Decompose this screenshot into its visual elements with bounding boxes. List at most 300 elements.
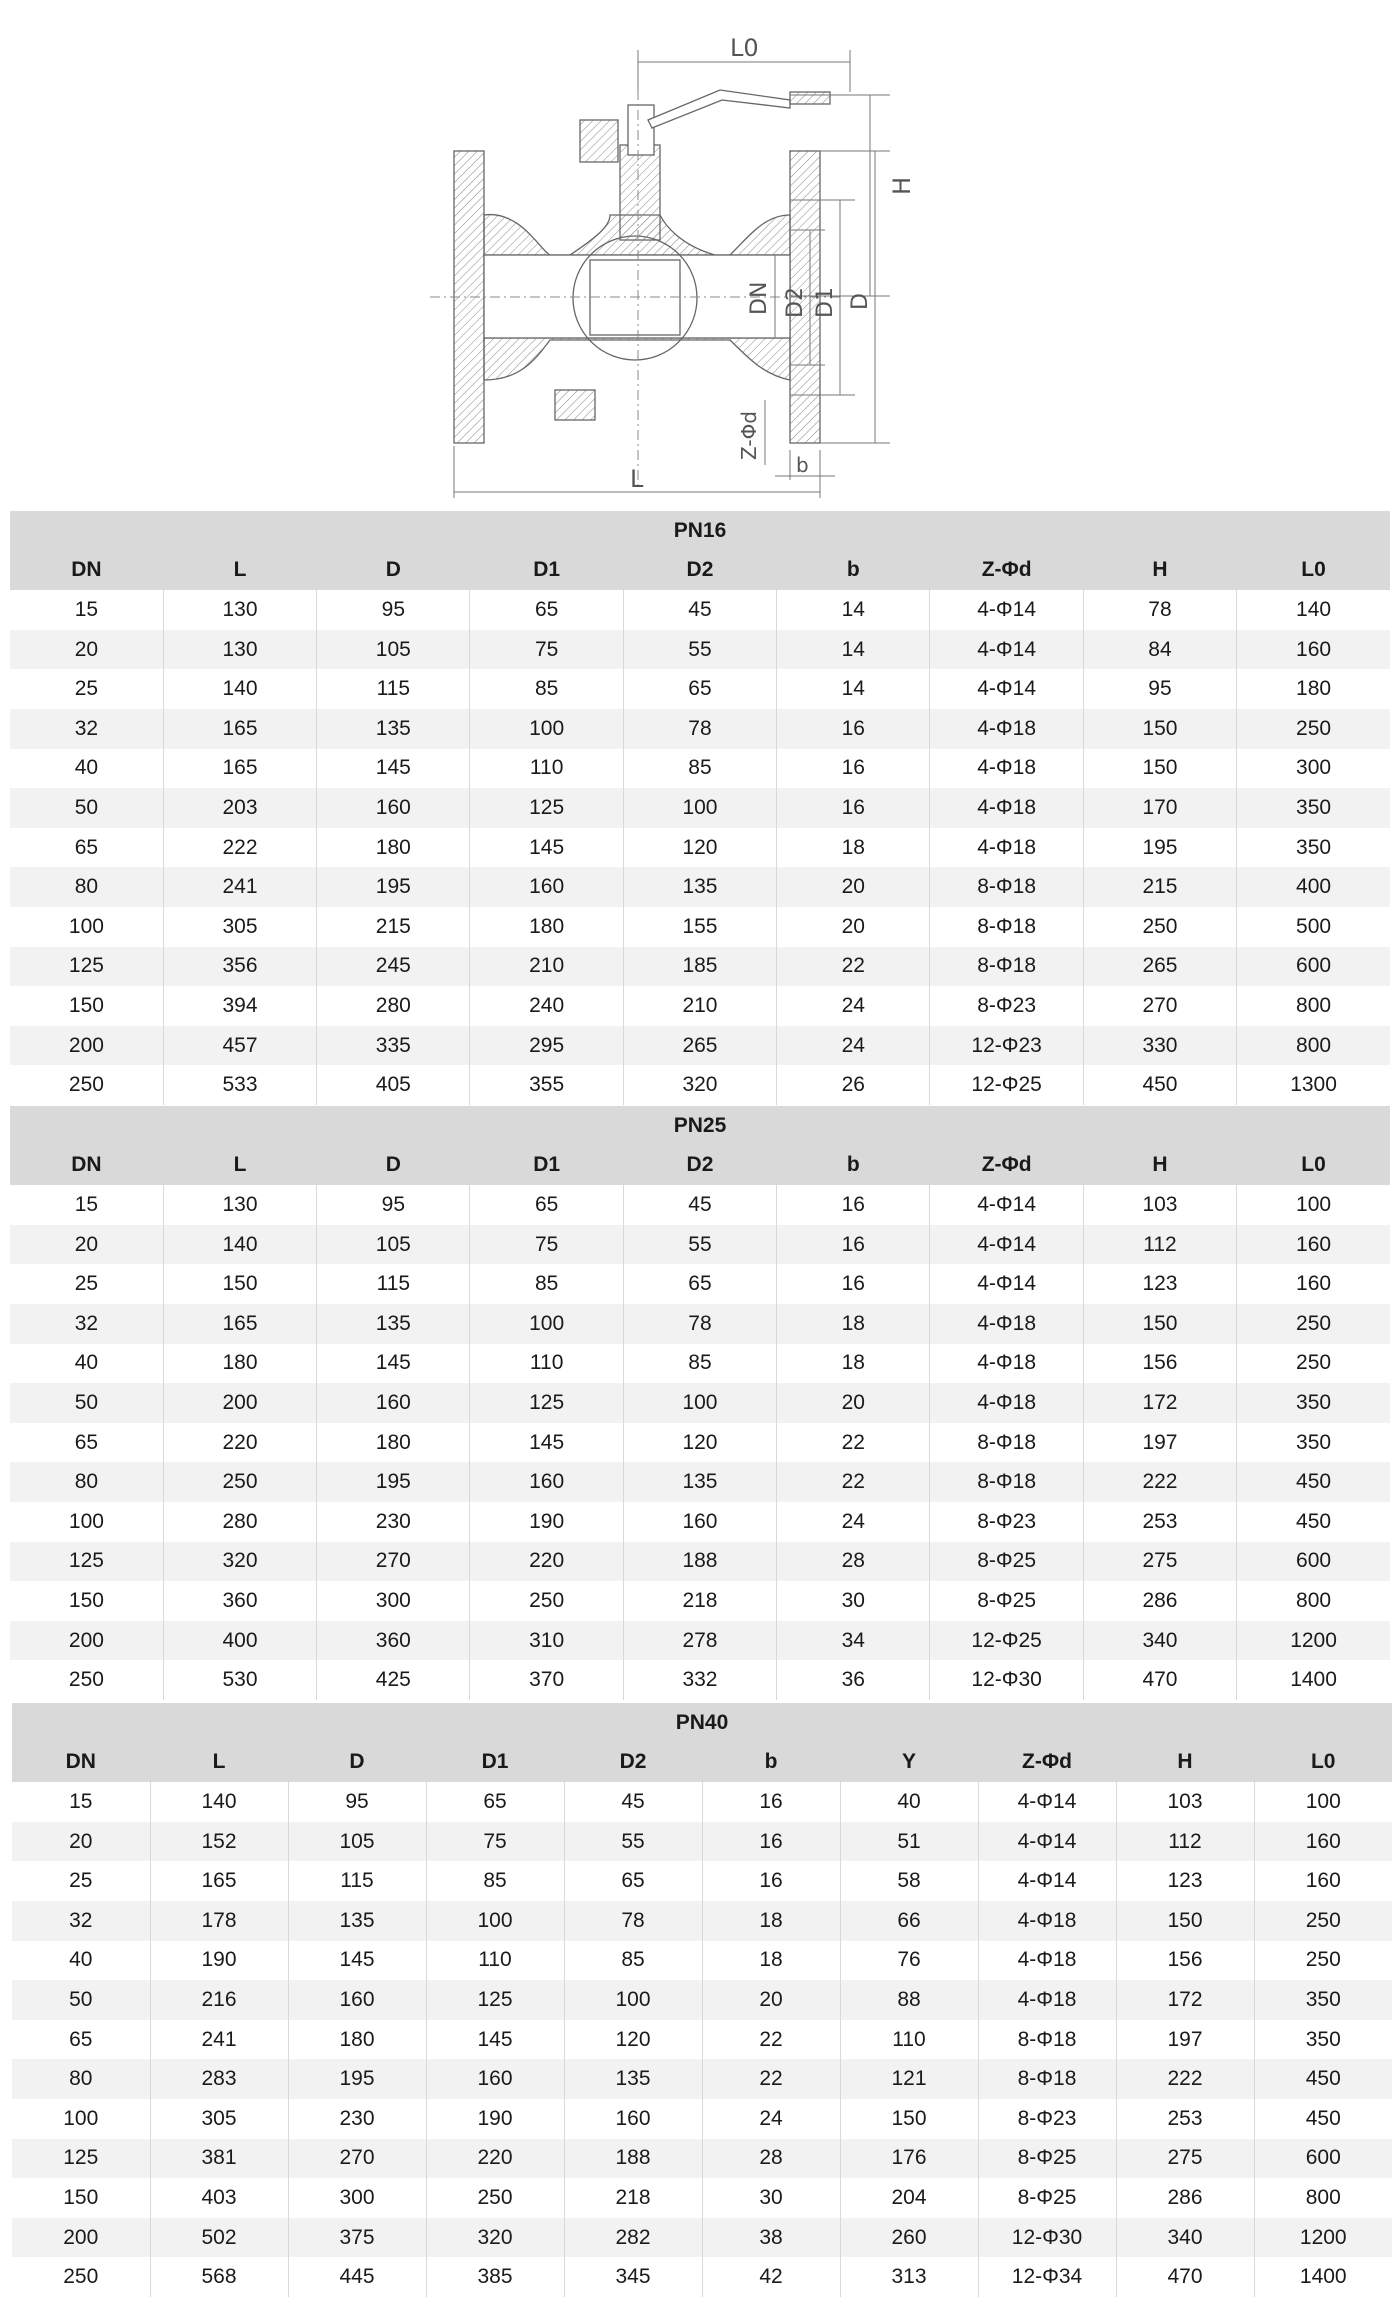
table-cell: 50: [10, 1383, 163, 1423]
table-cell: 280: [163, 1502, 316, 1542]
table-cell: 58: [840, 1861, 978, 1901]
table-row: [10, 1344, 1390, 1384]
table-cell: 250: [10, 1065, 163, 1105]
table-cell: 150: [163, 1264, 316, 1304]
table-cell: 20: [777, 1383, 930, 1423]
table-cell: 28: [777, 1542, 930, 1582]
table-cell: 50: [10, 788, 163, 828]
table-cell: 30: [777, 1581, 930, 1621]
table-cell: 16: [702, 1782, 840, 1822]
table-cell: 170: [1083, 788, 1236, 828]
table-cell: 40: [12, 1941, 150, 1981]
table-cell: 270: [1083, 986, 1236, 1026]
table-row: [10, 1264, 1390, 1304]
table-cell: 85: [623, 1344, 776, 1384]
table-row: [10, 1581, 1390, 1621]
label-Z-phi-d: Z-Φd: [737, 410, 761, 460]
table-cell: 14: [777, 590, 930, 630]
column-header: L0: [1254, 1743, 1392, 1783]
table-row: [12, 1822, 1392, 1862]
table-cell: 250: [426, 2178, 564, 2218]
column-header: DN: [12, 1743, 150, 1783]
column-header: Z-Φd: [978, 1743, 1116, 1783]
table-cell: 218: [623, 1581, 776, 1621]
table-cell: 110: [840, 2020, 978, 2060]
table-cell: 75: [426, 1822, 564, 1862]
table-cell: 112: [1116, 1822, 1254, 1862]
table-cell: 340: [1116, 2218, 1254, 2258]
table-cell: 85: [470, 1264, 623, 1304]
table-cell: 300: [288, 2178, 426, 2218]
table-row: [10, 1026, 1390, 1066]
table-cell: 245: [317, 947, 470, 987]
label-L0: L0: [730, 34, 759, 62]
table-cell: 400: [1237, 867, 1390, 907]
table-cell: 4-Φ14: [978, 1782, 1116, 1822]
table-cell: 4-Φ14: [930, 630, 1083, 670]
table-cell: 200: [163, 1383, 316, 1423]
table-cell: 4-Φ14: [930, 1225, 1083, 1265]
table-cell: 1200: [1237, 1621, 1390, 1661]
table-row: [10, 1225, 1390, 1265]
label-b: b: [796, 453, 809, 477]
table-cell: 450: [1237, 1462, 1390, 1502]
table-cell: 125: [12, 2139, 150, 2179]
label-D2: D2: [783, 287, 808, 318]
table-cell: 4-Φ18: [930, 1344, 1083, 1384]
table-cell: 178: [150, 1901, 288, 1941]
table-row: [12, 2099, 1392, 2139]
table-cell: 283: [150, 2059, 288, 2099]
table-cell: 305: [150, 2099, 288, 2139]
table-cell: 200: [12, 2218, 150, 2258]
column-header: L: [163, 1146, 316, 1186]
table-cell: 145: [317, 749, 470, 789]
table-cell: 65: [12, 2020, 150, 2060]
table-cell: 55: [623, 630, 776, 670]
column-header: D2: [564, 1743, 702, 1783]
table-cell: 375: [288, 2218, 426, 2258]
table-cell: 4-Φ18: [930, 788, 1083, 828]
table-cell: 450: [1254, 2059, 1392, 2099]
table-row: [10, 867, 1390, 907]
table-cell: 370: [470, 1660, 623, 1700]
table-cell: 4-Φ14: [930, 590, 1083, 630]
table-cell: 78: [564, 1901, 702, 1941]
table-cell: 75: [470, 1225, 623, 1265]
table-cell: 25: [12, 1861, 150, 1901]
table-cell: 450: [1254, 2099, 1392, 2139]
header-row: [10, 551, 1390, 591]
column-header: Z-Φd: [930, 551, 1083, 591]
table-cell: 4-Φ14: [930, 1185, 1083, 1225]
table-cell: 50: [12, 1980, 150, 2020]
table-cell: 100: [10, 1502, 163, 1542]
table-row: [10, 1502, 1390, 1542]
table-cell: 18: [702, 1941, 840, 1981]
table-cell: 103: [1083, 1185, 1236, 1225]
table-row: [10, 1185, 1390, 1225]
table-cell: 26: [777, 1065, 930, 1105]
table-cell: 115: [317, 1264, 470, 1304]
table-cell: 78: [1083, 590, 1236, 630]
table-cell: 100: [12, 2099, 150, 2139]
table-cell: 180: [1237, 669, 1390, 709]
table-cell: 65: [10, 828, 163, 868]
table-cell: 32: [10, 1304, 163, 1344]
column-header: Y: [840, 1743, 978, 1783]
table-cell: 16: [777, 749, 930, 789]
table-cell: 350: [1237, 1383, 1390, 1423]
label-D1: D1: [813, 287, 838, 318]
table-cell: 286: [1116, 2178, 1254, 2218]
table-cell: 100: [1254, 1782, 1392, 1822]
table-cell: 600: [1237, 1542, 1390, 1582]
table-cell: 24: [777, 1502, 930, 1542]
table-cell: 145: [470, 1423, 623, 1463]
table-cell: 8-Φ25: [930, 1581, 1083, 1621]
table-cell: 340: [1083, 1621, 1236, 1661]
table-cell: 394: [163, 986, 316, 1026]
table-cell: 355: [470, 1065, 623, 1105]
table-cell: 22: [777, 1462, 930, 1502]
table-cell: 12-Φ25: [930, 1065, 1083, 1105]
table-cell: 85: [470, 669, 623, 709]
table-cell: 78: [623, 709, 776, 749]
table-cell: 80: [10, 1462, 163, 1502]
table-cell: 16: [702, 1822, 840, 1862]
table-cell: 176: [840, 2139, 978, 2179]
table-cell: 12-Φ34: [978, 2257, 1116, 2297]
column-header: Z-Φd: [930, 1146, 1083, 1186]
table-cell: 22: [777, 947, 930, 987]
table-cell: 80: [10, 867, 163, 907]
table-cell: 150: [1083, 1304, 1236, 1344]
table-cell: 165: [163, 709, 316, 749]
table-row: [10, 1542, 1390, 1582]
column-header: H: [1083, 551, 1236, 591]
table-cell: 250: [1237, 709, 1390, 749]
table-cell: 4-Φ18: [978, 1901, 1116, 1941]
table-cell: 190: [150, 1941, 288, 1981]
table-cell: 172: [1116, 1980, 1254, 2020]
table-row: [10, 1304, 1390, 1344]
table-row: [10, 1660, 1390, 1700]
table-cell: 450: [1083, 1065, 1236, 1105]
table-cell: 18: [777, 1304, 930, 1344]
table-cell: 305: [163, 907, 316, 947]
table-cell: 360: [163, 1581, 316, 1621]
table-cell: 222: [1083, 1462, 1236, 1502]
column-header: D2: [623, 1146, 776, 1186]
table-cell: 250: [163, 1462, 316, 1502]
table-cell: 84: [1083, 630, 1236, 670]
table-cell: 260: [840, 2218, 978, 2258]
table-cell: 165: [150, 1861, 288, 1901]
table-row: [12, 1861, 1392, 1901]
table-cell: 800: [1237, 1581, 1390, 1621]
table-cell: 210: [470, 947, 623, 987]
table-cell: 350: [1237, 828, 1390, 868]
column-header: b: [777, 551, 930, 591]
table-cell: 130: [163, 1185, 316, 1225]
table-cell: 150: [1116, 1901, 1254, 1941]
table-cell: 85: [426, 1861, 564, 1901]
table-cell: 185: [623, 947, 776, 987]
table-cell: 250: [1254, 1901, 1392, 1941]
table-cell: 502: [150, 2218, 288, 2258]
table-cell: 200: [10, 1026, 163, 1066]
spec-table-pn40: [12, 1703, 1392, 2297]
table-cell: 8-Φ18: [930, 1423, 1083, 1463]
table-cell: 24: [777, 1026, 930, 1066]
header-row: [12, 1743, 1392, 1783]
table-cell: 24: [702, 2099, 840, 2139]
table-cell: 16: [777, 709, 930, 749]
table-cell: 4-Φ18: [930, 709, 1083, 749]
table-cell: 300: [317, 1581, 470, 1621]
table-cell: 188: [564, 2139, 702, 2179]
table-cell: 125: [470, 788, 623, 828]
table-cell: 125: [10, 1542, 163, 1582]
label-L: L: [630, 465, 644, 493]
table-cell: 12-Φ25: [930, 1621, 1083, 1661]
table-row: [12, 1941, 1392, 1981]
table-cell: 241: [150, 2020, 288, 2060]
table-cell: 180: [288, 2020, 426, 2060]
table-cell: 8-Φ18: [930, 867, 1083, 907]
column-header: D: [317, 1146, 470, 1186]
table-cell: 155: [623, 907, 776, 947]
column-header: DN: [10, 1146, 163, 1186]
table-cell: 20: [10, 630, 163, 670]
table-cell: 160: [1254, 1822, 1392, 1862]
table-row: [10, 1621, 1390, 1661]
table-cell: 125: [426, 1980, 564, 2020]
table-cell: 1300: [1237, 1065, 1390, 1105]
table-cell: 160: [1237, 1264, 1390, 1304]
table-cell: 8-Φ23: [978, 2099, 1116, 2139]
table-cell: 218: [564, 2178, 702, 2218]
table-cell: 30: [702, 2178, 840, 2218]
table-cell: 8-Φ25: [930, 1542, 1083, 1582]
table-cell: 38: [702, 2218, 840, 2258]
column-header: b: [777, 1146, 930, 1186]
table-cell: 100: [426, 1901, 564, 1941]
table-cell: 123: [1083, 1264, 1236, 1304]
table-cell: 4-Φ14: [978, 1861, 1116, 1901]
table-cell: 130: [163, 590, 316, 630]
spec-table-pn25: [10, 1106, 1390, 1700]
spec-table-pn16: [10, 511, 1390, 1105]
column-header: D1: [426, 1743, 564, 1783]
table-cell: 115: [288, 1861, 426, 1901]
table-cell: 180: [163, 1344, 316, 1384]
column-header: H: [1083, 1146, 1236, 1186]
table-cell: 215: [1083, 867, 1236, 907]
table-cell: 15: [10, 590, 163, 630]
table-cell: 14: [777, 669, 930, 709]
table-cell: 130: [163, 630, 316, 670]
table-cell: 65: [470, 1185, 623, 1225]
table-cell: 313: [840, 2257, 978, 2297]
table-row: [10, 630, 1390, 670]
table-cell: 210: [623, 986, 776, 1026]
table-cell: 195: [317, 867, 470, 907]
table-cell: 275: [1083, 1542, 1236, 1582]
table-cell: 55: [623, 1225, 776, 1265]
table-cell: 320: [426, 2218, 564, 2258]
table-cell: 20: [777, 867, 930, 907]
table-cell: 160: [564, 2099, 702, 2139]
table-cell: 4-Φ18: [930, 828, 1083, 868]
table-cell: 156: [1083, 1344, 1236, 1384]
table-cell: 123: [1116, 1861, 1254, 1901]
table-cell: 95: [1083, 669, 1236, 709]
table-cell: 345: [564, 2257, 702, 2297]
table-cell: 197: [1083, 1423, 1236, 1463]
table-cell: 160: [1237, 1225, 1390, 1265]
table-cell: 150: [10, 1581, 163, 1621]
table-cell: 278: [623, 1621, 776, 1661]
table-cell: 8-Φ25: [978, 2139, 1116, 2179]
table-cell: 140: [163, 669, 316, 709]
table-cell: 330: [1083, 1026, 1236, 1066]
table-cell: 95: [317, 1185, 470, 1225]
table-cell: 203: [163, 788, 316, 828]
table-cell: 250: [1254, 1941, 1392, 1981]
table-row: [10, 1065, 1390, 1105]
column-header: L: [150, 1743, 288, 1783]
table-cell: 100: [1237, 1185, 1390, 1225]
table-cell: 135: [623, 1462, 776, 1502]
table-cell: 600: [1237, 947, 1390, 987]
table-cell: 8-Φ23: [930, 986, 1083, 1026]
table-cell: 220: [426, 2139, 564, 2179]
table-cell: 195: [288, 2059, 426, 2099]
table-cell: 18: [777, 1344, 930, 1384]
table-cell: 12-Φ30: [930, 1660, 1083, 1700]
table-cell: 600: [1254, 2139, 1392, 2179]
table-cell: 12-Φ23: [930, 1026, 1083, 1066]
table-cell: 65: [470, 590, 623, 630]
table-row: [10, 1462, 1390, 1502]
table-cell: 140: [150, 1782, 288, 1822]
table-cell: 160: [317, 788, 470, 828]
table-row: [12, 2218, 1392, 2258]
table-cell: 20: [10, 1225, 163, 1265]
table-cell: 105: [317, 1225, 470, 1265]
table-title: PN16: [10, 511, 1390, 551]
table-cell: 105: [288, 1822, 426, 1862]
table-cell: 4-Φ18: [978, 1980, 1116, 2020]
table-cell: 4-Φ14: [930, 669, 1083, 709]
table-cell: 16: [777, 1264, 930, 1304]
table-cell: 4-Φ18: [978, 1941, 1116, 1981]
table-cell: 4-Φ14: [978, 1822, 1116, 1862]
table-cell: 215: [317, 907, 470, 947]
table-cell: 150: [840, 2099, 978, 2139]
table-cell: 80: [12, 2059, 150, 2099]
table-row: [12, 1980, 1392, 2020]
table-row: [12, 1782, 1392, 1822]
table-row: [10, 828, 1390, 868]
table-cell: 34: [777, 1621, 930, 1661]
table-cell: 65: [426, 1782, 564, 1822]
table-cell: 45: [564, 1782, 702, 1822]
table-cell: 110: [470, 1344, 623, 1384]
table-cell: 20: [702, 1980, 840, 2020]
table-row: [10, 669, 1390, 709]
table-cell: 15: [10, 1185, 163, 1225]
table-cell: 160: [317, 1383, 470, 1423]
table-row: [10, 788, 1390, 828]
table-cell: 156: [1116, 1941, 1254, 1981]
table-cell: 42: [702, 2257, 840, 2297]
table-cell: 110: [426, 1941, 564, 1981]
column-header: L0: [1237, 551, 1390, 591]
table-cell: 381: [150, 2139, 288, 2179]
table-cell: 160: [426, 2059, 564, 2099]
table-cell: 121: [840, 2059, 978, 2099]
table-cell: 65: [623, 1264, 776, 1304]
table-cell: 190: [426, 2099, 564, 2139]
table-cell: 4-Φ18: [930, 1383, 1083, 1423]
table-cell: 160: [470, 1462, 623, 1502]
table-cell: 220: [470, 1542, 623, 1582]
table-row: [12, 1901, 1392, 1941]
table-cell: 8-Φ18: [978, 2059, 1116, 2099]
table-cell: 4-Φ18: [930, 1304, 1083, 1344]
table-cell: 78: [623, 1304, 776, 1344]
table-cell: 100: [623, 1383, 776, 1423]
table-cell: 85: [564, 1941, 702, 1981]
table-cell: 16: [777, 788, 930, 828]
table-cell: 403: [150, 2178, 288, 2218]
table-row: [12, 2178, 1392, 2218]
table-cell: 350: [1237, 788, 1390, 828]
table-cell: 75: [470, 630, 623, 670]
table-cell: 286: [1083, 1581, 1236, 1621]
table-cell: 14: [777, 630, 930, 670]
table-cell: 8-Φ18: [930, 947, 1083, 987]
table-row: [12, 2257, 1392, 2297]
table-cell: 22: [777, 1423, 930, 1463]
table-cell: 8-Φ18: [978, 2020, 1116, 2060]
table-cell: 195: [1083, 828, 1236, 868]
table-cell: 250: [10, 1660, 163, 1700]
table-cell: 295: [470, 1026, 623, 1066]
table-cell: 18: [777, 828, 930, 868]
table-cell: 470: [1116, 2257, 1254, 2297]
table-cell: 135: [288, 1901, 426, 1941]
table-cell: 120: [623, 828, 776, 868]
table-cell: 332: [623, 1660, 776, 1700]
table-cell: 45: [623, 1185, 776, 1225]
table-cell: 356: [163, 947, 316, 987]
table-cell: 145: [288, 1941, 426, 1981]
table-cell: 445: [288, 2257, 426, 2297]
table-title: PN40: [12, 1703, 1392, 1743]
table-cell: 8-Φ25: [978, 2178, 1116, 2218]
table-cell: 800: [1237, 986, 1390, 1026]
table-cell: 95: [317, 590, 470, 630]
table-cell: 240: [470, 986, 623, 1026]
table-cell: 150: [10, 986, 163, 1026]
table-cell: 280: [317, 986, 470, 1026]
table-cell: 197: [1116, 2020, 1254, 2060]
table-cell: 125: [470, 1383, 623, 1423]
